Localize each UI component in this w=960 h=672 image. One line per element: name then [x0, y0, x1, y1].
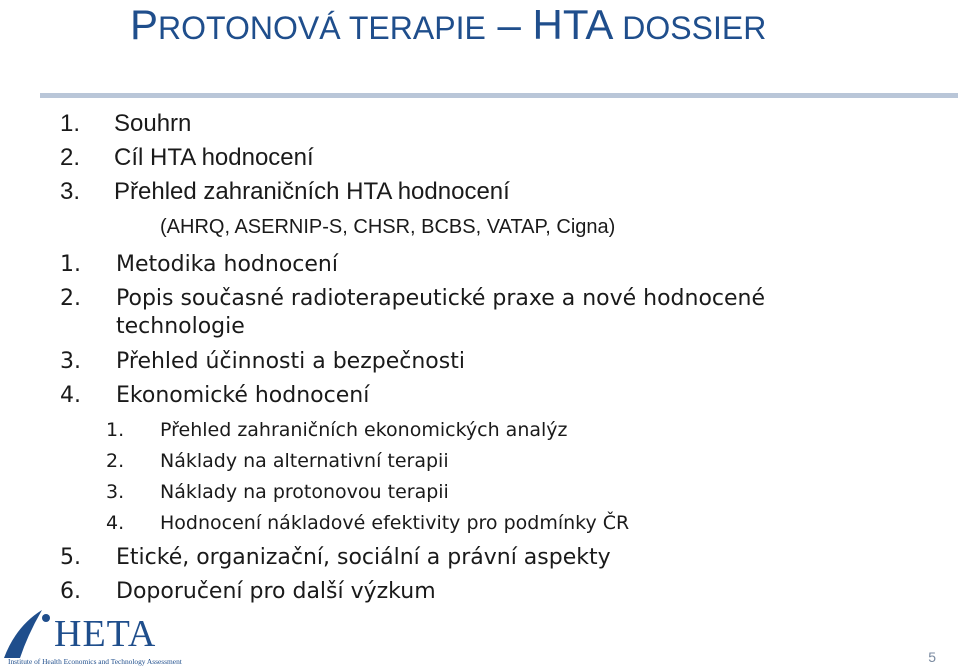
outline-text: Cíl HTA hodnocení [114, 144, 314, 171]
outline-text: Náklady na protonovou terapii [160, 481, 449, 503]
outline-text: Náklady na alternativní terapii [160, 450, 449, 472]
outline-number: 2. [60, 144, 81, 171]
title-part: ROTONOVÁ TERAPIE [158, 10, 486, 46]
outline-text: Hodnocení nákladové efektivity pro podmínky ČR [160, 512, 630, 534]
outline-text: (AHRQ, ASERNIP-S, CHSR, BCBS, VATAP, Cigna) [160, 216, 616, 238]
outline-text: Přehled zahraničních ekonomických analýz [160, 419, 568, 441]
outline-number: 5. [60, 545, 81, 570]
outline-text: technologie [116, 314, 245, 339]
outline-number: 1. [60, 110, 81, 137]
outline-number: 3. [60, 349, 81, 374]
title-part: P [130, 1, 159, 48]
outline-text: Souhrn [114, 110, 192, 137]
logo-tagline: Institute of Health Economics and Technology Assessment [8, 657, 182, 666]
logo-dot [42, 614, 50, 622]
title-part: – [485, 1, 533, 48]
outline-number: 4. [60, 383, 81, 408]
outline-text: Popis současné radioterapeutické praxe a nové hodnocené [116, 286, 766, 311]
heta-logo [2, 608, 212, 668]
outline-number: 6. [60, 579, 81, 604]
outline-text: Etické, organizační, sociální a právní aspekty [116, 545, 611, 570]
outline-text: Přehled účinnosti a bezpečnosti [116, 349, 465, 374]
outline-number: 4. [106, 512, 125, 534]
outline-text: Metodika hodnocení [116, 252, 338, 277]
outline-number: 1. [106, 419, 125, 441]
outline-number: 3. [60, 178, 81, 205]
title-part: HTA [532, 1, 614, 48]
outline-number: 2. [106, 450, 125, 472]
outline-text: Přehled zahraničních HTA hodnocení [114, 178, 510, 205]
logo-swoosh [4, 610, 42, 658]
logo-wordmark: HETA [54, 613, 157, 655]
outline-number: 2. [60, 286, 81, 311]
outline-number: 1. [60, 252, 81, 277]
outline-subnote [160, 216, 615, 239]
outline-number: 3. [106, 481, 125, 503]
title-part: DOSSIER [613, 10, 767, 46]
outline-text: Ekonomické hodnocení [116, 383, 370, 408]
outline-text: Doporučení pro další výzkum [116, 579, 436, 604]
outline-continuation [116, 314, 245, 339]
heta-logo-mark [2, 608, 212, 668]
page-number: 5 [928, 649, 936, 665]
